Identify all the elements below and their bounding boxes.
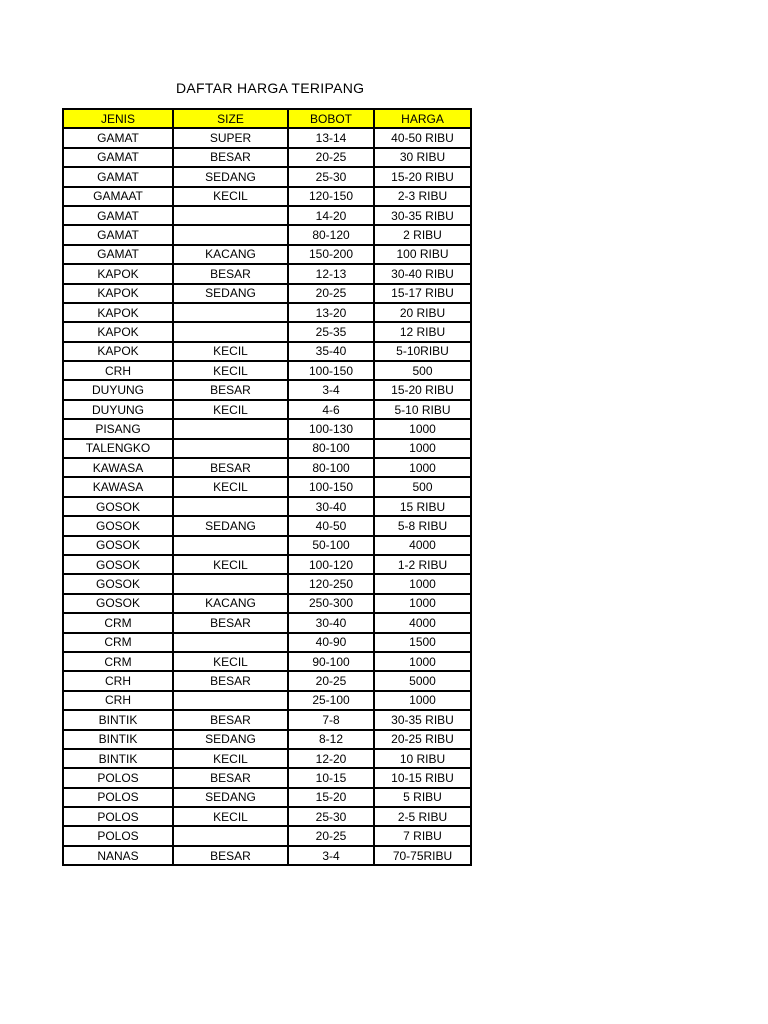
cell-bobot: 80-120 (288, 225, 374, 244)
cell-jenis: GAMAT (63, 225, 173, 244)
cell-bobot: 30-40 (288, 497, 374, 516)
header-harga: HARGA (374, 109, 471, 128)
cell-bobot: 80-100 (288, 458, 374, 477)
cell-jenis: DUYUNG (63, 400, 173, 419)
cell-harga: 4000 (374, 613, 471, 632)
cell-size (173, 439, 288, 458)
cell-size: SEDANG (173, 788, 288, 807)
table-row (63, 846, 471, 865)
cell-bobot: 150-200 (288, 245, 374, 264)
cell-jenis: GAMAT (63, 206, 173, 225)
cell-size: BESAR (173, 458, 288, 477)
cell-size (173, 574, 288, 593)
cell-bobot: 4-6 (288, 400, 374, 419)
cell-bobot: 100-130 (288, 419, 374, 438)
cell-size (173, 826, 288, 845)
cell-harga: 10 RIBU (374, 749, 471, 768)
cell-bobot: 8-12 (288, 730, 374, 749)
cell-bobot: 20-25 (288, 826, 374, 845)
cell-harga: 5000 (374, 671, 471, 690)
cell-size (173, 497, 288, 516)
cell-size: SEDANG (173, 516, 288, 535)
table-row (63, 768, 471, 787)
table-row (63, 400, 471, 419)
table-row (63, 128, 471, 147)
table-row (63, 788, 471, 807)
table-row (63, 594, 471, 613)
cell-size: BESAR (173, 613, 288, 632)
table-row (63, 536, 471, 555)
cell-jenis: CRH (63, 361, 173, 380)
cell-jenis: GAMAT (63, 148, 173, 167)
cell-jenis: BINTIK (63, 749, 173, 768)
cell-jenis: BINTIK (63, 730, 173, 749)
cell-harga: 1000 (374, 594, 471, 613)
table-row (63, 807, 471, 826)
cell-jenis: CRM (63, 652, 173, 671)
cell-jenis: GOSOK (63, 536, 173, 555)
cell-jenis: KAPOK (63, 322, 173, 341)
cell-jenis: GOSOK (63, 497, 173, 516)
cell-jenis: KAPOK (63, 303, 173, 322)
table-row (63, 361, 471, 380)
cell-bobot: 40-90 (288, 633, 374, 652)
cell-size (173, 225, 288, 244)
cell-size: BESAR (173, 148, 288, 167)
cell-size (173, 691, 288, 710)
cell-size: BESAR (173, 264, 288, 283)
cell-harga: 2-3 RIBU (374, 187, 471, 206)
table-row (63, 574, 471, 593)
cell-bobot: 40-50 (288, 516, 374, 535)
table-row (63, 284, 471, 303)
cell-harga: 7 RIBU (374, 826, 471, 845)
cell-size: KECIL (173, 400, 288, 419)
table-row (63, 439, 471, 458)
cell-harga: 5-10 RIBU (374, 400, 471, 419)
cell-jenis: POLOS (63, 807, 173, 826)
cell-harga: 5-8 RIBU (374, 516, 471, 535)
cell-jenis: NANAS (63, 846, 173, 865)
cell-size: BESAR (173, 846, 288, 865)
table-row (63, 322, 471, 341)
cell-bobot: 50-100 (288, 536, 374, 555)
cell-jenis: GOSOK (63, 574, 173, 593)
cell-size (173, 206, 288, 225)
cell-harga: 1500 (374, 633, 471, 652)
table-row (63, 458, 471, 477)
cell-harga: 70-75RIBU (374, 846, 471, 865)
cell-jenis: POLOS (63, 826, 173, 845)
cell-harga: 1000 (374, 419, 471, 438)
cell-jenis: GAMAT (63, 245, 173, 264)
cell-size (173, 419, 288, 438)
cell-jenis: DUYUNG (63, 380, 173, 399)
cell-jenis: CRH (63, 691, 173, 710)
cell-bobot: 14-20 (288, 206, 374, 225)
cell-bobot: 25-30 (288, 807, 374, 826)
cell-jenis: GAMAT (63, 167, 173, 186)
table-row (63, 652, 471, 671)
cell-bobot: 12-13 (288, 264, 374, 283)
cell-jenis: GOSOK (63, 555, 173, 574)
cell-size: KECIL (173, 652, 288, 671)
header-jenis: JENIS (63, 109, 173, 128)
cell-bobot: 7-8 (288, 710, 374, 729)
cell-harga: 2 RIBU (374, 225, 471, 244)
cell-bobot: 120-250 (288, 574, 374, 593)
table-row (63, 555, 471, 574)
cell-size (173, 633, 288, 652)
cell-harga: 500 (374, 361, 471, 380)
table-row (63, 419, 471, 438)
cell-bobot: 120-150 (288, 187, 374, 206)
cell-size: KECIL (173, 187, 288, 206)
table-row (63, 516, 471, 535)
cell-bobot: 10-15 (288, 768, 374, 787)
cell-harga: 15-20 RIBU (374, 167, 471, 186)
cell-harga: 15 RIBU (374, 497, 471, 516)
cell-harga: 4000 (374, 536, 471, 555)
cell-size: SEDANG (173, 167, 288, 186)
cell-bobot: 80-100 (288, 439, 374, 458)
cell-bobot: 20-25 (288, 284, 374, 303)
cell-size: KECIL (173, 555, 288, 574)
cell-jenis: POLOS (63, 788, 173, 807)
cell-size: KECIL (173, 749, 288, 768)
cell-bobot: 20-25 (288, 148, 374, 167)
header-bobot: BOBOT (288, 109, 374, 128)
table-row (63, 264, 471, 283)
cell-jenis: CRM (63, 633, 173, 652)
cell-bobot: 100-150 (288, 477, 374, 496)
table-row (63, 225, 471, 244)
cell-jenis: CRH (63, 671, 173, 690)
cell-harga: 1000 (374, 574, 471, 593)
cell-harga: 1000 (374, 652, 471, 671)
cell-size: KACANG (173, 594, 288, 613)
cell-jenis: KAWASA (63, 477, 173, 496)
cell-harga: 15-17 RIBU (374, 284, 471, 303)
cell-jenis: KAPOK (63, 342, 173, 361)
table-row (63, 749, 471, 768)
cell-bobot: 100-150 (288, 361, 374, 380)
cell-harga: 20 RIBU (374, 303, 471, 322)
cell-harga: 1000 (374, 439, 471, 458)
table-row (63, 148, 471, 167)
table-row (63, 730, 471, 749)
cell-size: BESAR (173, 768, 288, 787)
cell-jenis: GAMAT (63, 128, 173, 147)
cell-size: SEDANG (173, 730, 288, 749)
cell-harga: 5 RIBU (374, 788, 471, 807)
cell-size: BESAR (173, 380, 288, 399)
cell-jenis: GAMAAT (63, 187, 173, 206)
cell-harga: 1000 (374, 458, 471, 477)
table-row (63, 380, 471, 399)
cell-harga: 12 RIBU (374, 322, 471, 341)
cell-harga: 1000 (374, 691, 471, 710)
cell-jenis: KAPOK (63, 284, 173, 303)
cell-harga: 30 RIBU (374, 148, 471, 167)
cell-jenis: CRM (63, 613, 173, 632)
table-header-row (63, 109, 471, 128)
cell-jenis: POLOS (63, 768, 173, 787)
cell-bobot: 13-14 (288, 128, 374, 147)
cell-harga: 2-5 RIBU (374, 807, 471, 826)
table-row (63, 477, 471, 496)
cell-bobot: 20-25 (288, 671, 374, 690)
table-body (63, 128, 471, 865)
table-row (63, 633, 471, 652)
header-size: SIZE (173, 109, 288, 128)
cell-jenis: BINTIK (63, 710, 173, 729)
cell-size: KECIL (173, 342, 288, 361)
cell-bobot: 15-20 (288, 788, 374, 807)
price-table (62, 108, 472, 866)
cell-harga: 15-20 RIBU (374, 380, 471, 399)
cell-bobot: 12-20 (288, 749, 374, 768)
cell-harga: 20-25 RIBU (374, 730, 471, 749)
cell-size (173, 322, 288, 341)
table-row (63, 187, 471, 206)
cell-bobot: 25-30 (288, 167, 374, 186)
cell-size (173, 303, 288, 322)
cell-bobot: 30-40 (288, 613, 374, 632)
cell-harga: 10-15 RIBU (374, 768, 471, 787)
cell-harga: 30-40 RIBU (374, 264, 471, 283)
cell-bobot: 250-300 (288, 594, 374, 613)
cell-harga: 1-2 RIBU (374, 555, 471, 574)
cell-jenis: KAPOK (63, 264, 173, 283)
cell-harga: 30-35 RIBU (374, 206, 471, 225)
table-row (63, 826, 471, 845)
cell-size: SEDANG (173, 284, 288, 303)
table-row (63, 497, 471, 516)
table-row (63, 613, 471, 632)
cell-jenis: GOSOK (63, 594, 173, 613)
cell-size: KECIL (173, 807, 288, 826)
cell-size (173, 536, 288, 555)
cell-bobot: 25-100 (288, 691, 374, 710)
cell-bobot: 3-4 (288, 380, 374, 399)
table-row (63, 303, 471, 322)
cell-bobot: 25-35 (288, 322, 374, 341)
cell-bobot: 13-20 (288, 303, 374, 322)
cell-size: KECIL (173, 477, 288, 496)
cell-bobot: 35-40 (288, 342, 374, 361)
table-row (63, 245, 471, 264)
document-title: DAFTAR HARGA TERIPANG (176, 80, 365, 96)
cell-bobot: 3-4 (288, 846, 374, 865)
cell-jenis: KAWASA (63, 458, 173, 477)
table-row (63, 167, 471, 186)
cell-bobot: 90-100 (288, 652, 374, 671)
cell-harga: 5-10RIBU (374, 342, 471, 361)
table-row (63, 342, 471, 361)
cell-bobot: 100-120 (288, 555, 374, 574)
cell-size: KECIL (173, 361, 288, 380)
cell-harga: 500 (374, 477, 471, 496)
cell-jenis: GOSOK (63, 516, 173, 535)
table-row (63, 206, 471, 225)
cell-jenis: TALENGKO (63, 439, 173, 458)
table-row (63, 691, 471, 710)
cell-size: KACANG (173, 245, 288, 264)
table-row (63, 671, 471, 690)
cell-size: SUPER (173, 128, 288, 147)
cell-size: BESAR (173, 671, 288, 690)
table-row (63, 710, 471, 729)
cell-harga: 30-35 RIBU (374, 710, 471, 729)
cell-size: BESAR (173, 710, 288, 729)
cell-jenis: PISANG (63, 419, 173, 438)
cell-harga: 100 RIBU (374, 245, 471, 264)
cell-harga: 40-50 RIBU (374, 128, 471, 147)
